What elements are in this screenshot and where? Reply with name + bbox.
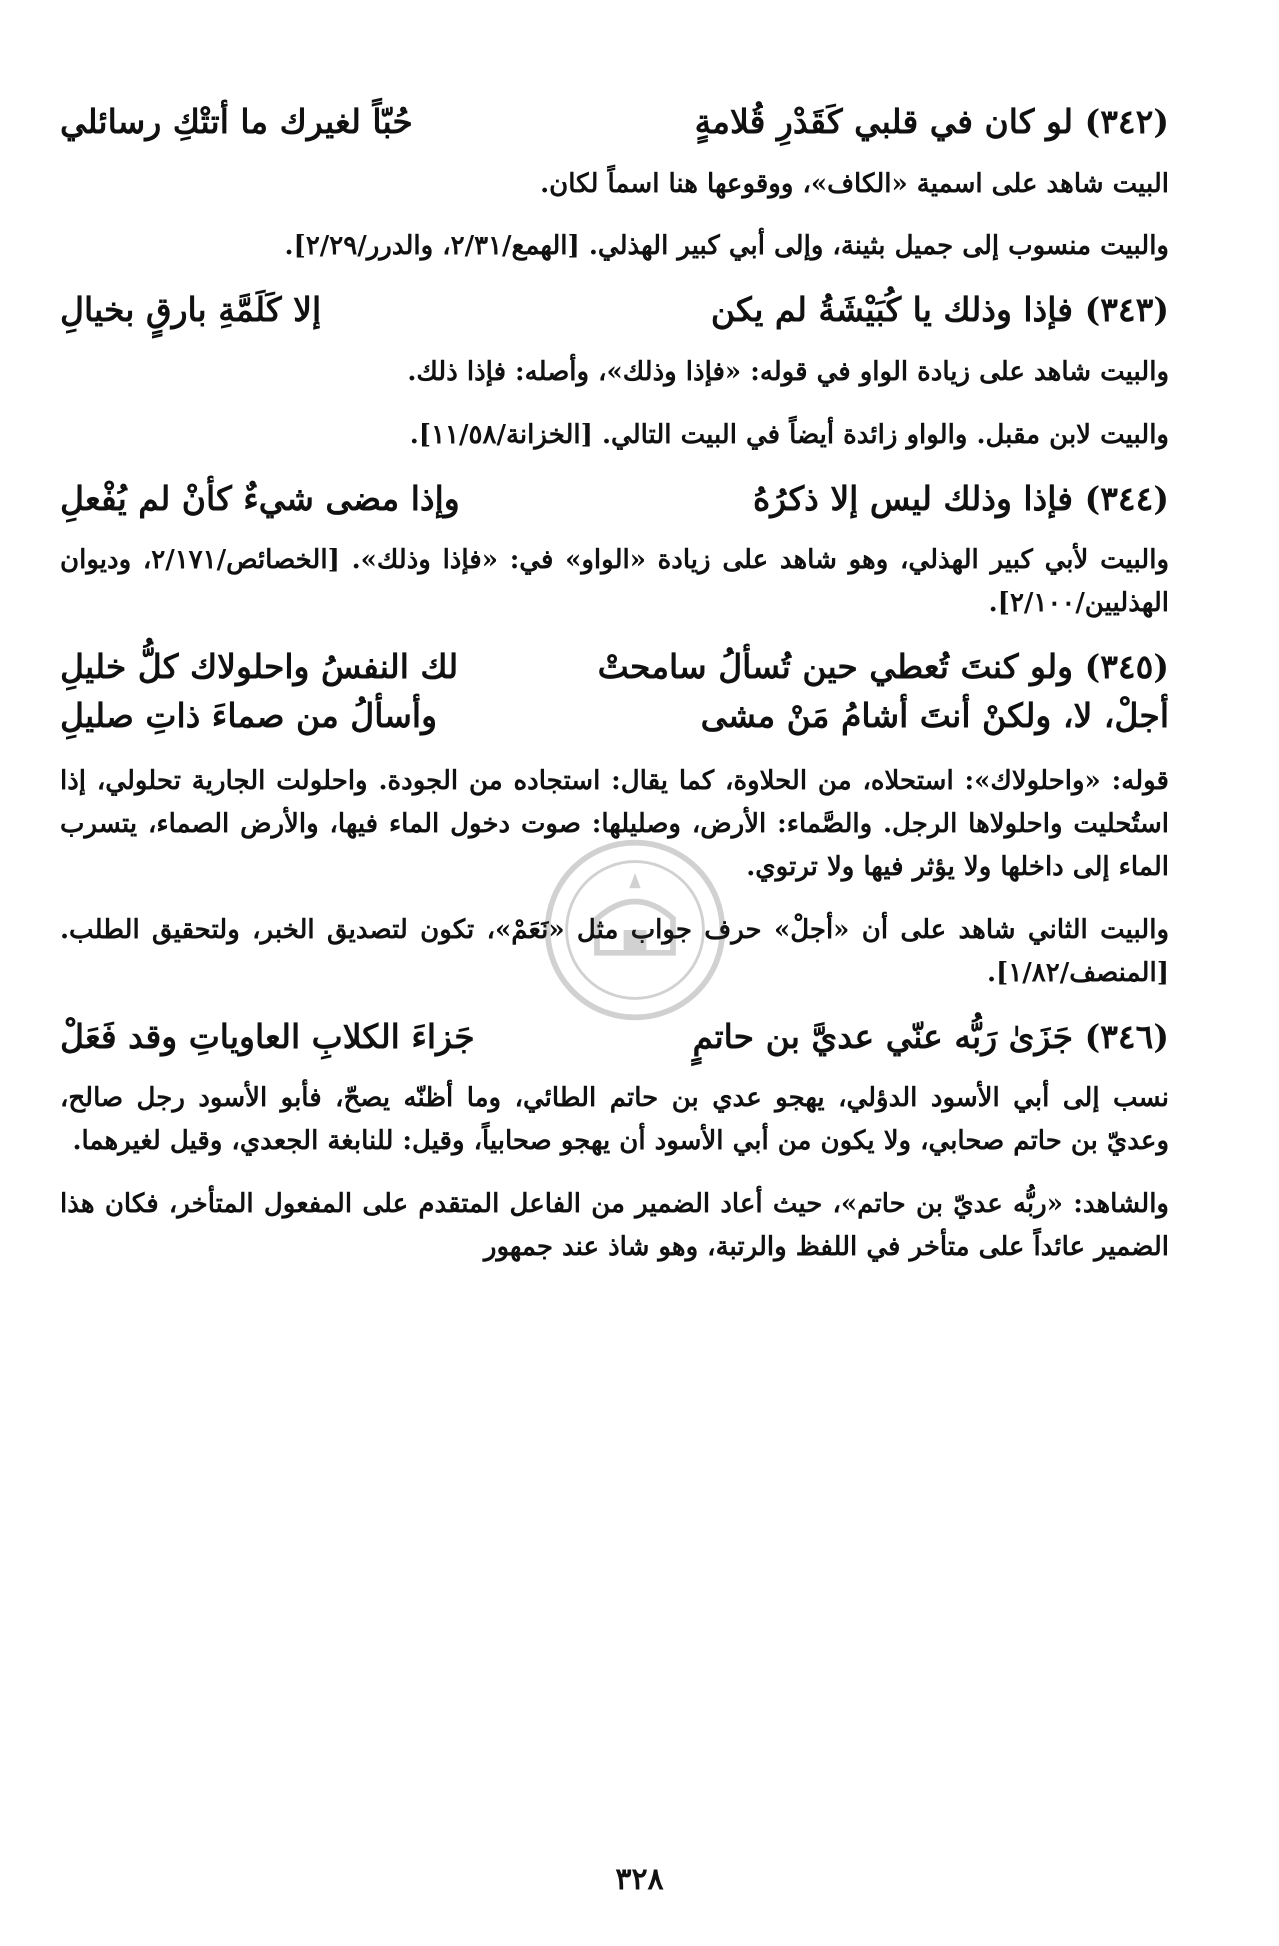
entry-342 (60, 100, 1169, 268)
verse-first-hemistich: (٣٤٢) لو كان في قلبي كَقَدْرِ قُلامةٍ (694, 102, 1169, 141)
verse-line (60, 694, 1169, 739)
entry-343 (60, 288, 1169, 456)
entry-346 (60, 1015, 1169, 1269)
verse-first-hemistich: أجلْ، لا، ولكنْ أنتَ أشامُ مَنْ مشى (700, 695, 1169, 735)
verse-block (60, 645, 1169, 738)
verse-first-hemistich: (٣٤٦) جَزَىٰ رَبُّه عنّي عديَّ بن حاتمٍ (692, 1016, 1169, 1056)
commentary-paragraph: والبيت لابن مقبل. والواو زائدة أيضاً في البيت التالي. [الخزانة/١١/٥٨]. (409, 419, 1169, 450)
verse-second-hemistich: حُبّاً لغيرك ما أتتْكِ رسائلي (60, 102, 413, 141)
verse-first-hemistich: (٣٤٤) فإذا وذلك ليس إلا ذكرُهُ (752, 478, 1169, 518)
verse-first-hemistich: (٣٤٥) ولو كنتَ تُعطي حين تُسألُ سامحتْ (597, 646, 1169, 686)
entry-345 (60, 645, 1169, 995)
verse-line (60, 1015, 1169, 1060)
verse-line (60, 477, 1169, 522)
verse-second-hemistich: جَزاءَ الكلابِ العاوياتِ وقد فَعَلْ (60, 1016, 475, 1056)
verse-second-hemistich: وإذا مضى شيءٌ كأنْ لم يُفْعلِ (60, 478, 460, 518)
verse-line (60, 100, 1169, 145)
verse-second-hemistich: إلا كَلَمَّةِ بارقٍ بخيالِ (60, 290, 322, 330)
commentary-paragraph: والبيت منسوب إلى جميل بثينة، وإلى أبي كبير الهذلي. [الهمع/٢/٣١، والدرر/٢/٢٩]. (284, 231, 1169, 262)
verse-second-hemistich: وأسألُ من صماءَ ذاتِ صليلِ (60, 695, 438, 735)
verse-line (60, 288, 1169, 333)
commentary-paragraph: والبيت لأبي كبير الهذلي، وهو شاهد على زيادة «الواو» في: «فإذا وذلك». [الخصائص/٢/١٧١، وديوان الهذليين/٢/١٠٠]. (60, 545, 1170, 619)
commentary-paragraph: البيت شاهد على اسمية «الكاف»، ووقوعها هنا اسماً لكان. (540, 168, 1169, 199)
verse-line (60, 645, 1169, 690)
commentary-paragraph: والبيت الثاني شاهد على أن «أجلْ» حرف جواب مثل «نَعَمْ»، تكون لتصديق الخبر، ولتحقيق الطلب. [المنصف/١/٨٢]. (60, 914, 1169, 988)
page-number: ٣٢٨ (615, 1862, 664, 1897)
commentary-paragraph: قوله: «واحلولاك»: استحلاه، من الحلاوة، كما يقال: استجاده من الجودة. واحلولت الجارية تحلولي، إذا استُحليت واحلولاها الرجل. والصَّماء: الأرض، وصليلها: صوت دخول الماء فيها، والأرض الصماء، يتسرب الماء إلى داخلها ولا يؤثر فيها ولا ترتوي. (60, 766, 1169, 882)
commentary-paragraph: والبيت شاهد على زيادة الواو في قوله: «فإذا وذلك»، وأصله: فإذا ذلك. (407, 356, 1169, 387)
entry-344 (60, 477, 1169, 625)
verse-second-hemistich: لك النفسُ واحلولاك كلُّ خليلِ (60, 646, 459, 686)
verse-first-hemistich: (٣٤٣) فإذا وذلك يا كُبَيْشَةُ لم يكن (710, 290, 1169, 330)
commentary-paragraph: نسب إلى أبي الأسود الدؤلي، يهجو عدي بن حاتم الطائي، وما أظنّه يصحّ، فأبو الأسود رجل صالح، وعديّ بن حاتم صحابي، ولا يكون من أبي الأسود أن يهجو صحابياً، وقيل: للنابغة الجعدي، وقيل لغيرهما. (60, 1083, 1169, 1156)
commentary-paragraph: والشاهد: «ربُّه عديّ بن حاتم»، حيث أعاد الضمير من الفاعل المتقدم على المفعول المتأخر، فكان هذا الضمير عائداً على متأخر في اللفظ والرتبة، وهو شاذ عند جمهور (60, 1188, 1169, 1262)
